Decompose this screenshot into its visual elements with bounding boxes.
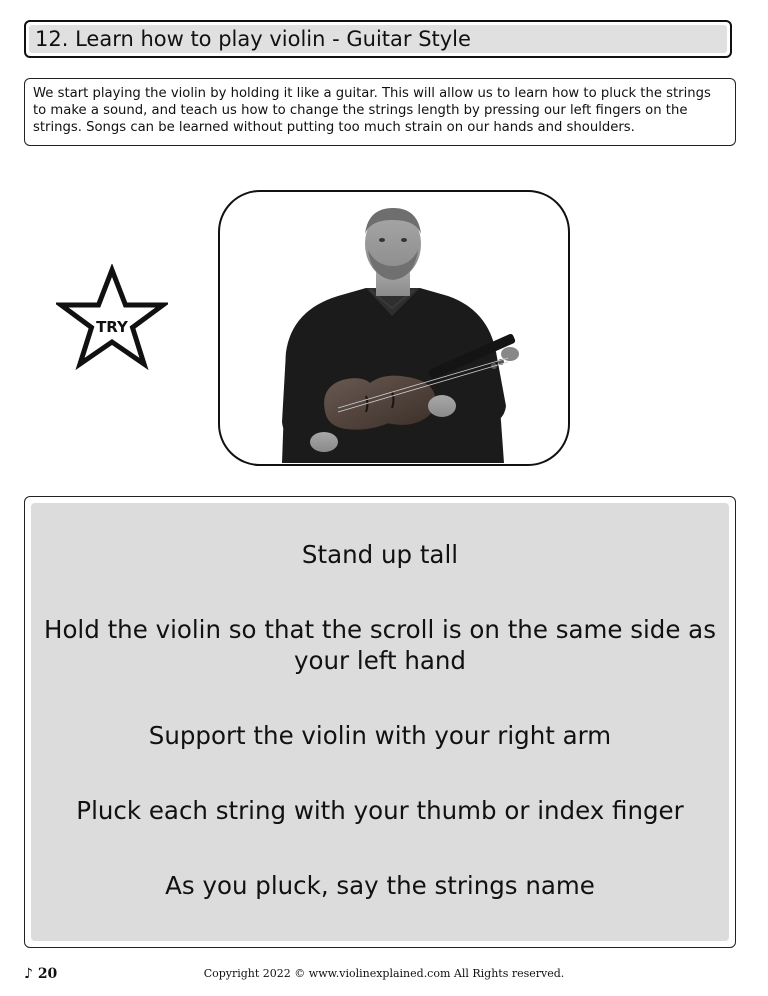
step-1: Stand up tall	[301, 540, 459, 569]
intro-paragraph: We start playing the violin by holding it like a guitar. This will allow us to learn how to pluck the strings to make a sound, and teach us how to change the strings length by pressing our left fingers on the strings. Songs can be learned without putting too much strain on our hands and shoulders.	[24, 78, 736, 146]
section-title-box	[24, 20, 732, 58]
step-3: Support the violin with your right arm	[148, 721, 612, 750]
star-icon	[56, 264, 168, 376]
instructions-list	[31, 503, 729, 941]
violin-photo	[218, 190, 570, 466]
music-note-icon: ♪	[24, 966, 33, 982]
copyright-notice: Copyright 2022 © www.violinexplained.com All Rights reserved.	[203, 967, 565, 980]
step-2: Hold the violin so that the scroll is on the same side as your left hand	[44, 615, 716, 675]
section-title: 12. Learn how to play violin - Guitar Style	[29, 25, 727, 53]
instructions-panel	[24, 496, 736, 948]
try-badge	[56, 264, 168, 376]
page-number-value: 20	[37, 966, 58, 982]
try-label: TRY	[96, 318, 128, 336]
step-5: As you pluck, say the strings name	[165, 871, 595, 900]
man-with-violin-illustration	[220, 192, 567, 463]
step-4: Pluck each string with your thumb or index finger	[76, 796, 684, 825]
